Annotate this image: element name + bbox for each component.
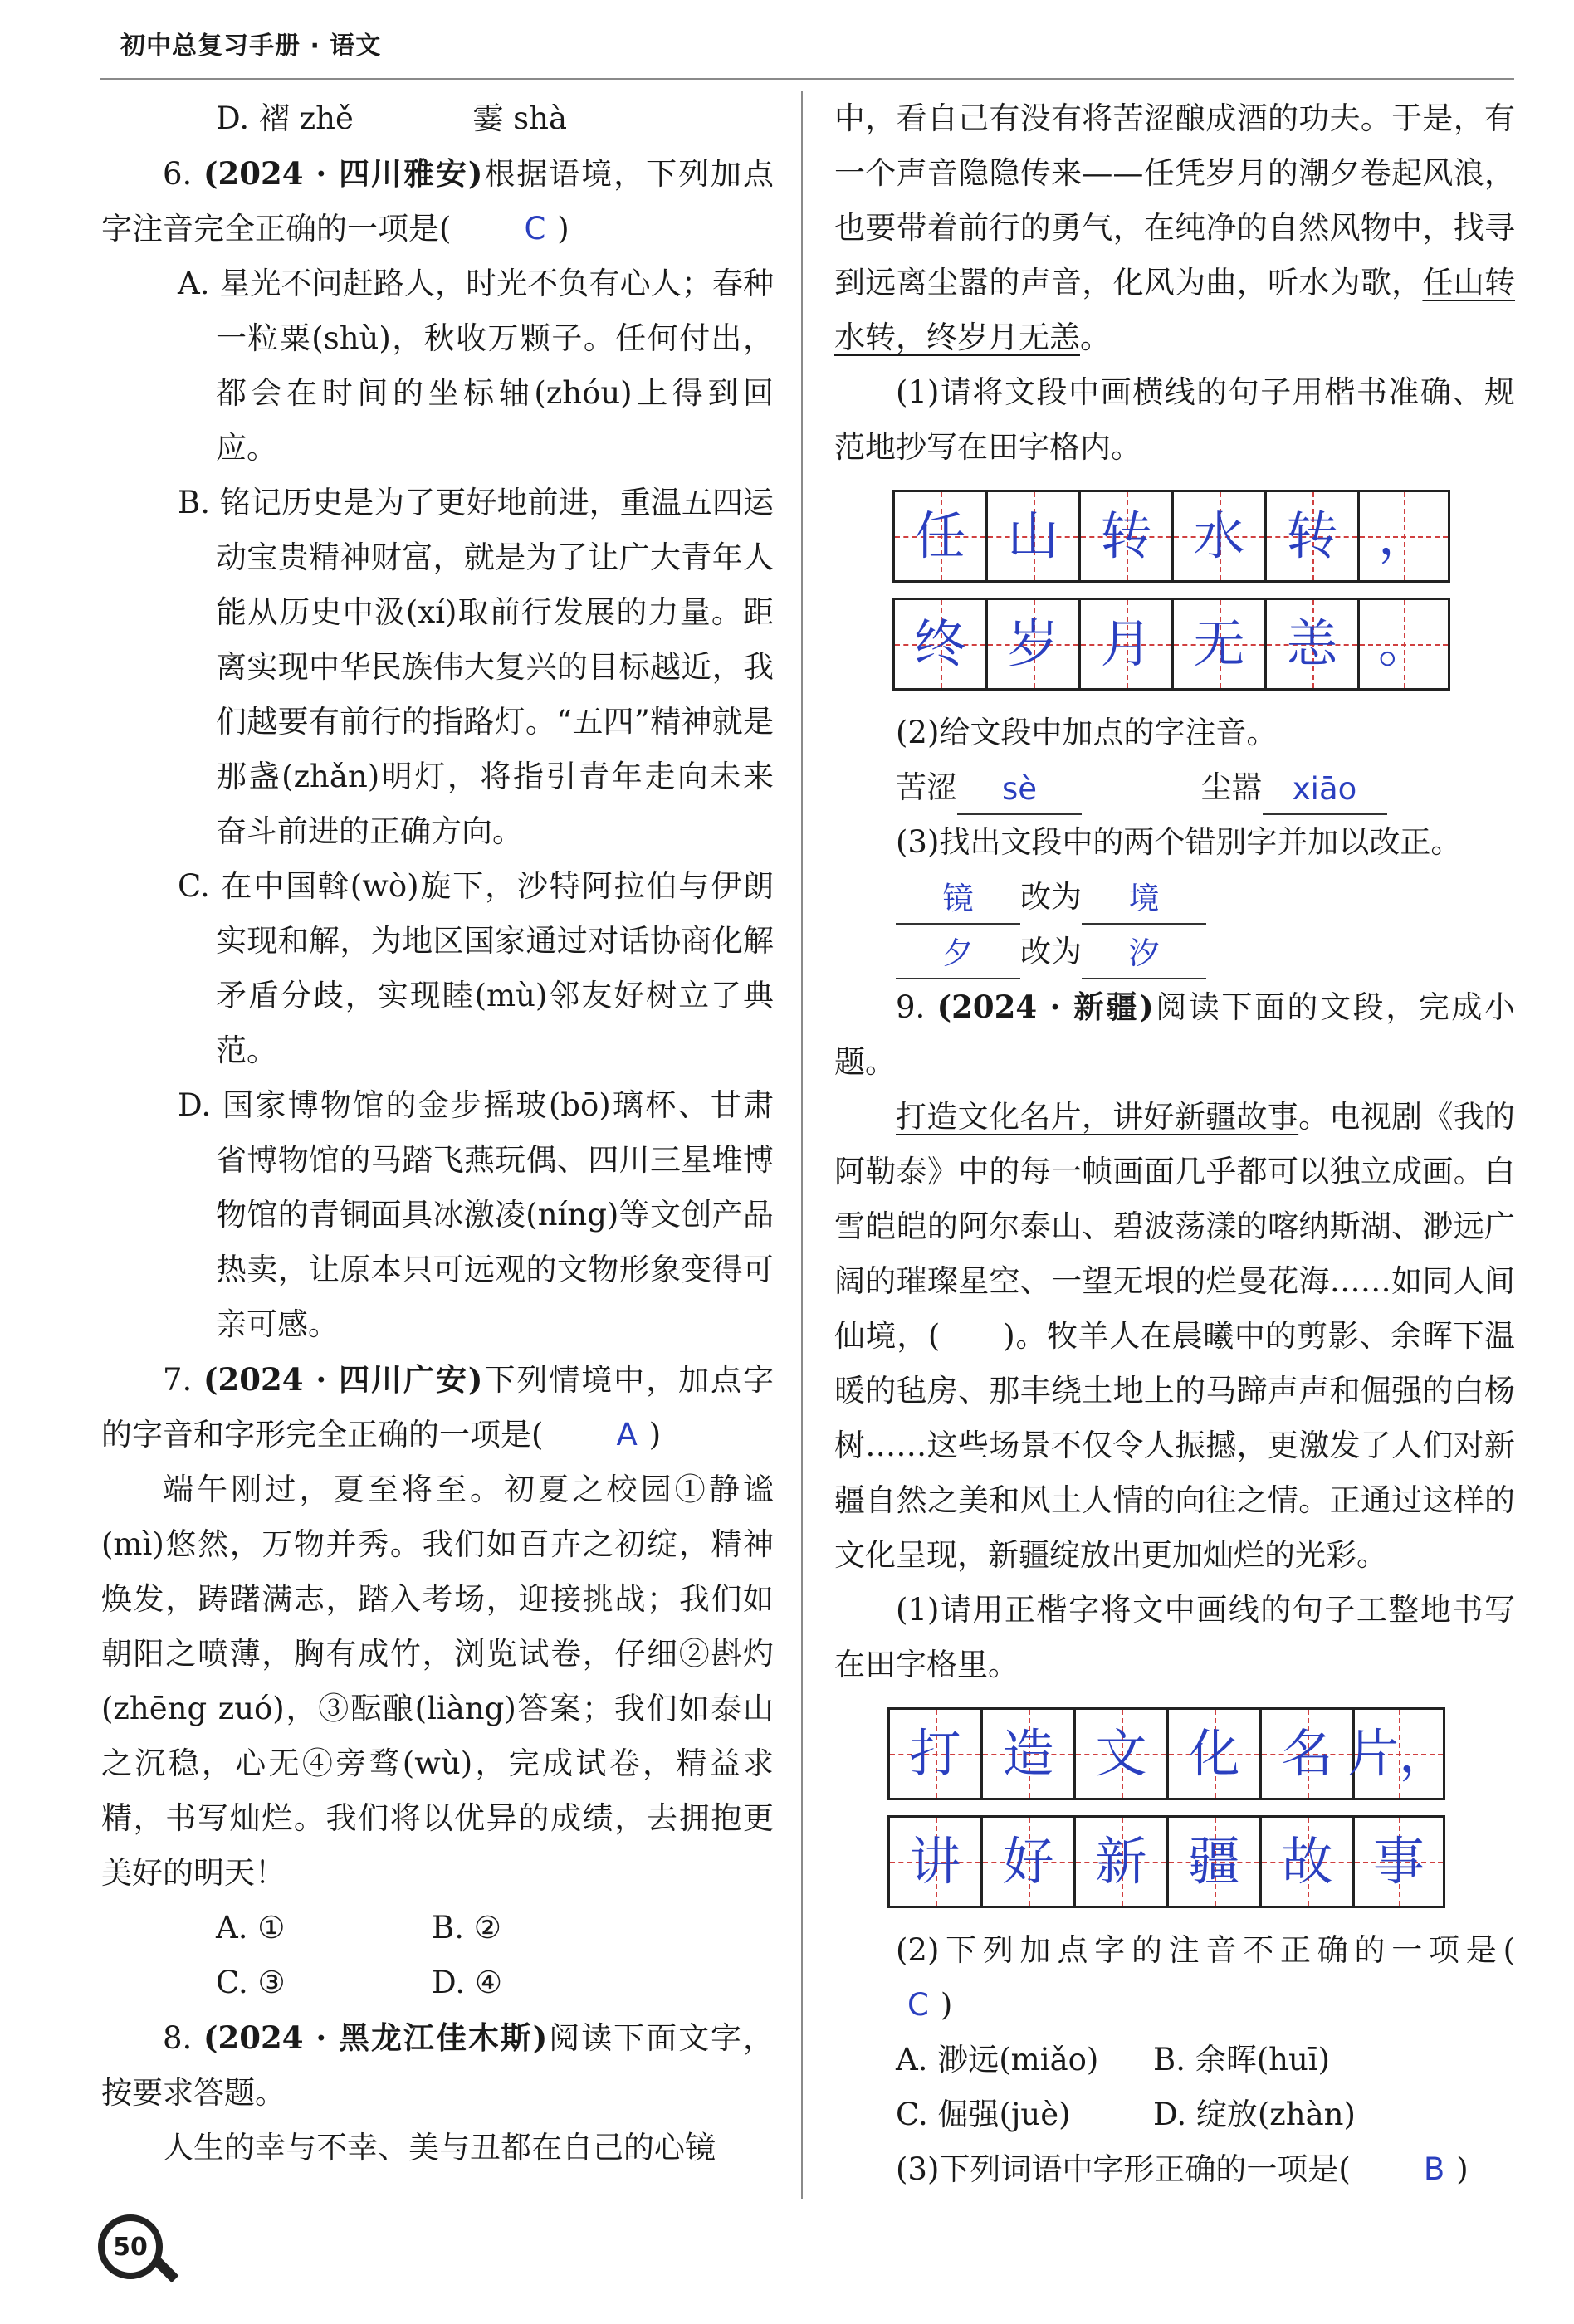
q8-word-2: 尘嚣 xyxy=(1200,769,1263,805)
page-header-title: 初中总复习手册 · 语文 xyxy=(120,32,382,61)
q7-passage: 端午刚过，夏至将至。初夏之校园①静谧(mì)悠然，万物并秀。我们如百卉之初绽，精神焕发，踌躇满志，踏入考场，迎接挑战；我们如朝阳之喷薄，胸有成竹，浏览试卷，仔细②斟灼(zhēng zuó)，③酝酿(liàng)答案；我们如泰山之沉稳，心无④旁骛(wù)，完成试卷，精益求精，书写灿烂。我们将以优异的成绩，去拥抱更美好的明天！ xyxy=(101,1472,774,1891)
q8-wrong-blank-1 xyxy=(896,881,1020,925)
grid-cell: 转 xyxy=(1078,490,1171,583)
q8-number: 8. xyxy=(163,2020,204,2056)
q7-option-c: C. ③ xyxy=(216,1965,286,2000)
q6-option-d: D. 国家博物馆的金步摇玻(bō)璃杯、甘肃省博物馆的马踏飞燕玩偶、四川三星堆博物馆的青铜面具冰激凌(níng)等文创产品热卖，让原本只可远观的文物形象变得可亲可感。 xyxy=(178,1087,774,1342)
q9-grid-row-1 xyxy=(887,1707,1515,1800)
q6-option-c: C. 在中国斡(wò)旋下，沙特阿拉伯与伊朗实现和解，为地区国家通过对话协商化解矛盾分歧，实现睦(mù)邻友好树立了典范。 xyxy=(178,868,774,1068)
q9-sub2-paren-close: ) xyxy=(940,1987,953,2023)
grid-cell: 月 xyxy=(1078,598,1171,691)
q9-sub3-paren-open: ( xyxy=(1338,2151,1351,2187)
q8-sub1: (1)请将文段中画横线的句子用楷书准确、规范地抄写在田字格内。 xyxy=(834,374,1515,465)
q8-blank-2 xyxy=(1263,771,1387,815)
q9-option-a: A. 渺远(miǎo) xyxy=(896,2042,1099,2077)
q8-right-1: 境 xyxy=(1128,881,1160,916)
q8-wrong-1: 镜 xyxy=(942,881,974,916)
q8-passage-text: 中，看自己有没有将苦涩酿成酒的功夫。于是，有一个声音隐隐传来——任凭岁月的潮夕卷起风浪，也要带着前行的勇气，在纯净的自然风物中，找寻到远离尘嚣的声音，化风为曲，听水为歌， xyxy=(834,100,1515,300)
q9-sub2-paren-open: ( xyxy=(1503,1932,1515,1968)
magnifier-handle-icon xyxy=(152,2256,179,2283)
q9-passage xyxy=(834,1090,1515,1583)
q8-wrong-blank-2 xyxy=(896,935,1020,979)
grid-cell: 无 xyxy=(1171,598,1264,691)
q8-grid-row-1 xyxy=(892,490,1515,583)
q9-underlined-sentence: 打造文化名片，讲好新疆故事 xyxy=(896,1099,1299,1135)
q6-source-tag: (2024 · 四川雅安) xyxy=(203,155,483,192)
header-rule xyxy=(100,78,1514,80)
q5-option-d xyxy=(101,91,774,146)
q8-sub3: (3)找出文段中的两个错别字并加以改正。 xyxy=(896,824,1462,860)
grid-cell: 新 xyxy=(1073,1815,1166,1908)
q7-paren-open: ( xyxy=(531,1417,544,1452)
grid-cell: 疆 xyxy=(1166,1815,1259,1908)
q8-answer-2: xiāo xyxy=(1292,771,1357,807)
grid-cell: 造 xyxy=(980,1707,1073,1800)
q9-sub3-text: (3)下列词语中字形正确的一项是 xyxy=(896,2151,1339,2187)
q9-grid-row-2 xyxy=(887,1815,1515,1908)
q7-source-tag: (2024 · 四川广安) xyxy=(203,1361,483,1398)
q9-sub2-options-1 xyxy=(834,2033,1515,2087)
grid-cell: 恙 xyxy=(1264,598,1357,691)
q6-paren-close: ) xyxy=(557,211,569,247)
q9-option-d: D. 绽放(zhàn) xyxy=(1153,2097,1356,2132)
q9-option-b: B. 余晖(huī) xyxy=(1153,2042,1331,2077)
q8-correction-2 xyxy=(834,925,1515,979)
q8-underlined-sentence: 任山转水转，终岁月无恙 xyxy=(834,265,1516,355)
q8-sub2: (2)给文段中加点的字注音。 xyxy=(896,715,1278,750)
q8-source-tag: (2024 · 黑龙江佳木斯) xyxy=(203,2019,548,2056)
q9-stem-text: 阅读下面的文段，完成小题。 xyxy=(834,989,1516,1080)
left-column xyxy=(101,91,774,2175)
q8-passage-start: 人生的幸与不幸、美与丑都在自己的心镜 xyxy=(163,2130,716,2165)
q6-paren-open: ( xyxy=(439,211,452,247)
q5-option-d2-text: 霎 shà xyxy=(472,100,568,136)
grid-cell: 转 xyxy=(1264,490,1357,583)
q7-stem xyxy=(101,1352,774,1462)
q7-stem-text: 下列情境中，加点字的字音和字形完全正确的一项是 xyxy=(101,1362,775,1452)
q8-passage-cont xyxy=(834,91,1515,365)
column-divider xyxy=(801,91,803,2200)
q8-word-1: 苦涩 xyxy=(896,769,957,805)
q6-option-b: B. 铭记历史是为了更好地前进，重温五四运动宝贵精神财富，就是为了让广大青年人能从历史中汲(xí)取前行发展的力量。距离实现中华民族伟大复兴的目标越近，我们越要有前行的指路灯。“五四”精神就是那盏(zhǎn)明灯，将指引青年走向未来奋斗前进的正确方向。 xyxy=(178,485,774,849)
q6-answer: C xyxy=(524,211,546,247)
q8-answer-1: sè xyxy=(1001,771,1038,807)
q8-right-blank-2 xyxy=(1082,935,1206,979)
right-column xyxy=(834,91,1515,2197)
q7-options-row-2 xyxy=(101,1955,774,2010)
q6-stem xyxy=(101,146,774,256)
q9-sub2-options-2 xyxy=(834,2087,1515,2142)
q6-option-a: A. 星光不问赶路人，时光不负有心人；春种一粒粟(shù)，秋收万颗子。任何付出，都会在时间的坐标轴(zhóu)上得到回应。 xyxy=(178,266,774,466)
q7-option-b: B. ② xyxy=(432,1910,501,1946)
grid-cell: 任 xyxy=(892,490,985,583)
grid-cell: ， xyxy=(1357,490,1450,583)
q9-sub1: (1)请用正楷字将文中画线的句子工整地书写在田字格里。 xyxy=(834,1592,1515,1682)
q9-sub3-paren-close: ) xyxy=(1456,2151,1469,2187)
q8-blank-1 xyxy=(957,771,1082,815)
q9-sub2 xyxy=(834,1923,1515,2033)
grid-cell: 山 xyxy=(985,490,1078,583)
q7-options-row-1 xyxy=(101,1901,774,1955)
grid-cell: 好 xyxy=(980,1815,1073,1908)
q8-stem xyxy=(101,2010,774,2121)
grid-cell: 终 xyxy=(892,598,985,691)
q8-grid-row-2 xyxy=(892,598,1515,691)
grid-cell: 化 xyxy=(1166,1707,1259,1800)
q9-option-c: C. 倔强(juè) xyxy=(896,2097,1071,2132)
q6-number: 6. xyxy=(163,156,204,192)
grid-cell: 文 xyxy=(1073,1707,1166,1800)
q9-sub3 xyxy=(834,2142,1515,2197)
q8-right-2: 汐 xyxy=(1128,935,1160,971)
grid-cell: 打 xyxy=(887,1707,980,1800)
q8-wrong-2: 夕 xyxy=(942,935,974,971)
q7-answer: A xyxy=(616,1417,638,1452)
q5-option-d-text: D. 褶 zhě xyxy=(216,100,354,136)
q8-stem-text: 阅读下面文字，按要求答题。 xyxy=(101,2020,774,2111)
grid-cell: 事 xyxy=(1352,1815,1445,1908)
q6-stem-text: 根据语境，下列加点字注音完全正确的一项是 xyxy=(101,156,775,247)
q9-source-tag: (2024 · 新疆) xyxy=(936,989,1154,1025)
page-number: 50 xyxy=(113,2232,148,2262)
q9-sub3-answer: B xyxy=(1423,2151,1445,2187)
q9-passage-text: 。电视剧《我的阿勒泰》中的每一帧画面几乎都可以独立成画。白雪皑皑的阿尔泰山、碧波荡漾的喀纳斯湖、渺远广阔的璀璨星空、一望无垠的烂曼花海……如同人间仙境，( )。牧羊人在晨曦中的剪影、余晖下温暖的毡房、那丰绕土地上的马蹄声声和倔强的白杨树……这些场景不仅令人振撼，更激发了人们对新疆自然之美和风土人情的向往之情。正通过这样的文化呈现，新疆绽放出更加灿烂的光彩。 xyxy=(834,1099,1516,1573)
q9-number: 9. xyxy=(896,989,937,1025)
q8-correction-1 xyxy=(834,870,1515,925)
q9-sub2-answer: C xyxy=(907,1987,929,2023)
grid-cell: 。 xyxy=(1357,598,1450,691)
q8-sub2-answers xyxy=(834,760,1515,815)
grid-cell: 故 xyxy=(1259,1815,1352,1908)
grid-cell: 片， xyxy=(1352,1707,1445,1800)
grid-cell: 名 xyxy=(1259,1707,1352,1800)
grid-cell: 水 xyxy=(1171,490,1264,583)
q9-stem xyxy=(834,979,1515,1090)
page-number-badge xyxy=(98,2214,163,2279)
q7-number: 7. xyxy=(163,1362,204,1398)
q8-passage-end: 。 xyxy=(1080,320,1111,355)
q8-fix-label-1: 改为 xyxy=(1020,879,1082,915)
grid-cell: 讲 xyxy=(887,1815,980,1908)
q7-option-d: D. ④ xyxy=(432,1965,503,2000)
grid-cell: 岁 xyxy=(985,598,1078,691)
q9-sub2-text: (2)下列加点字的注音不正确的一项是 xyxy=(896,1932,1503,1968)
q7-option-a: A. ① xyxy=(216,1910,286,1946)
q7-paren-close: ) xyxy=(648,1417,662,1452)
q8-fix-label-2: 改为 xyxy=(1020,934,1082,969)
q8-right-blank-1 xyxy=(1082,881,1206,925)
